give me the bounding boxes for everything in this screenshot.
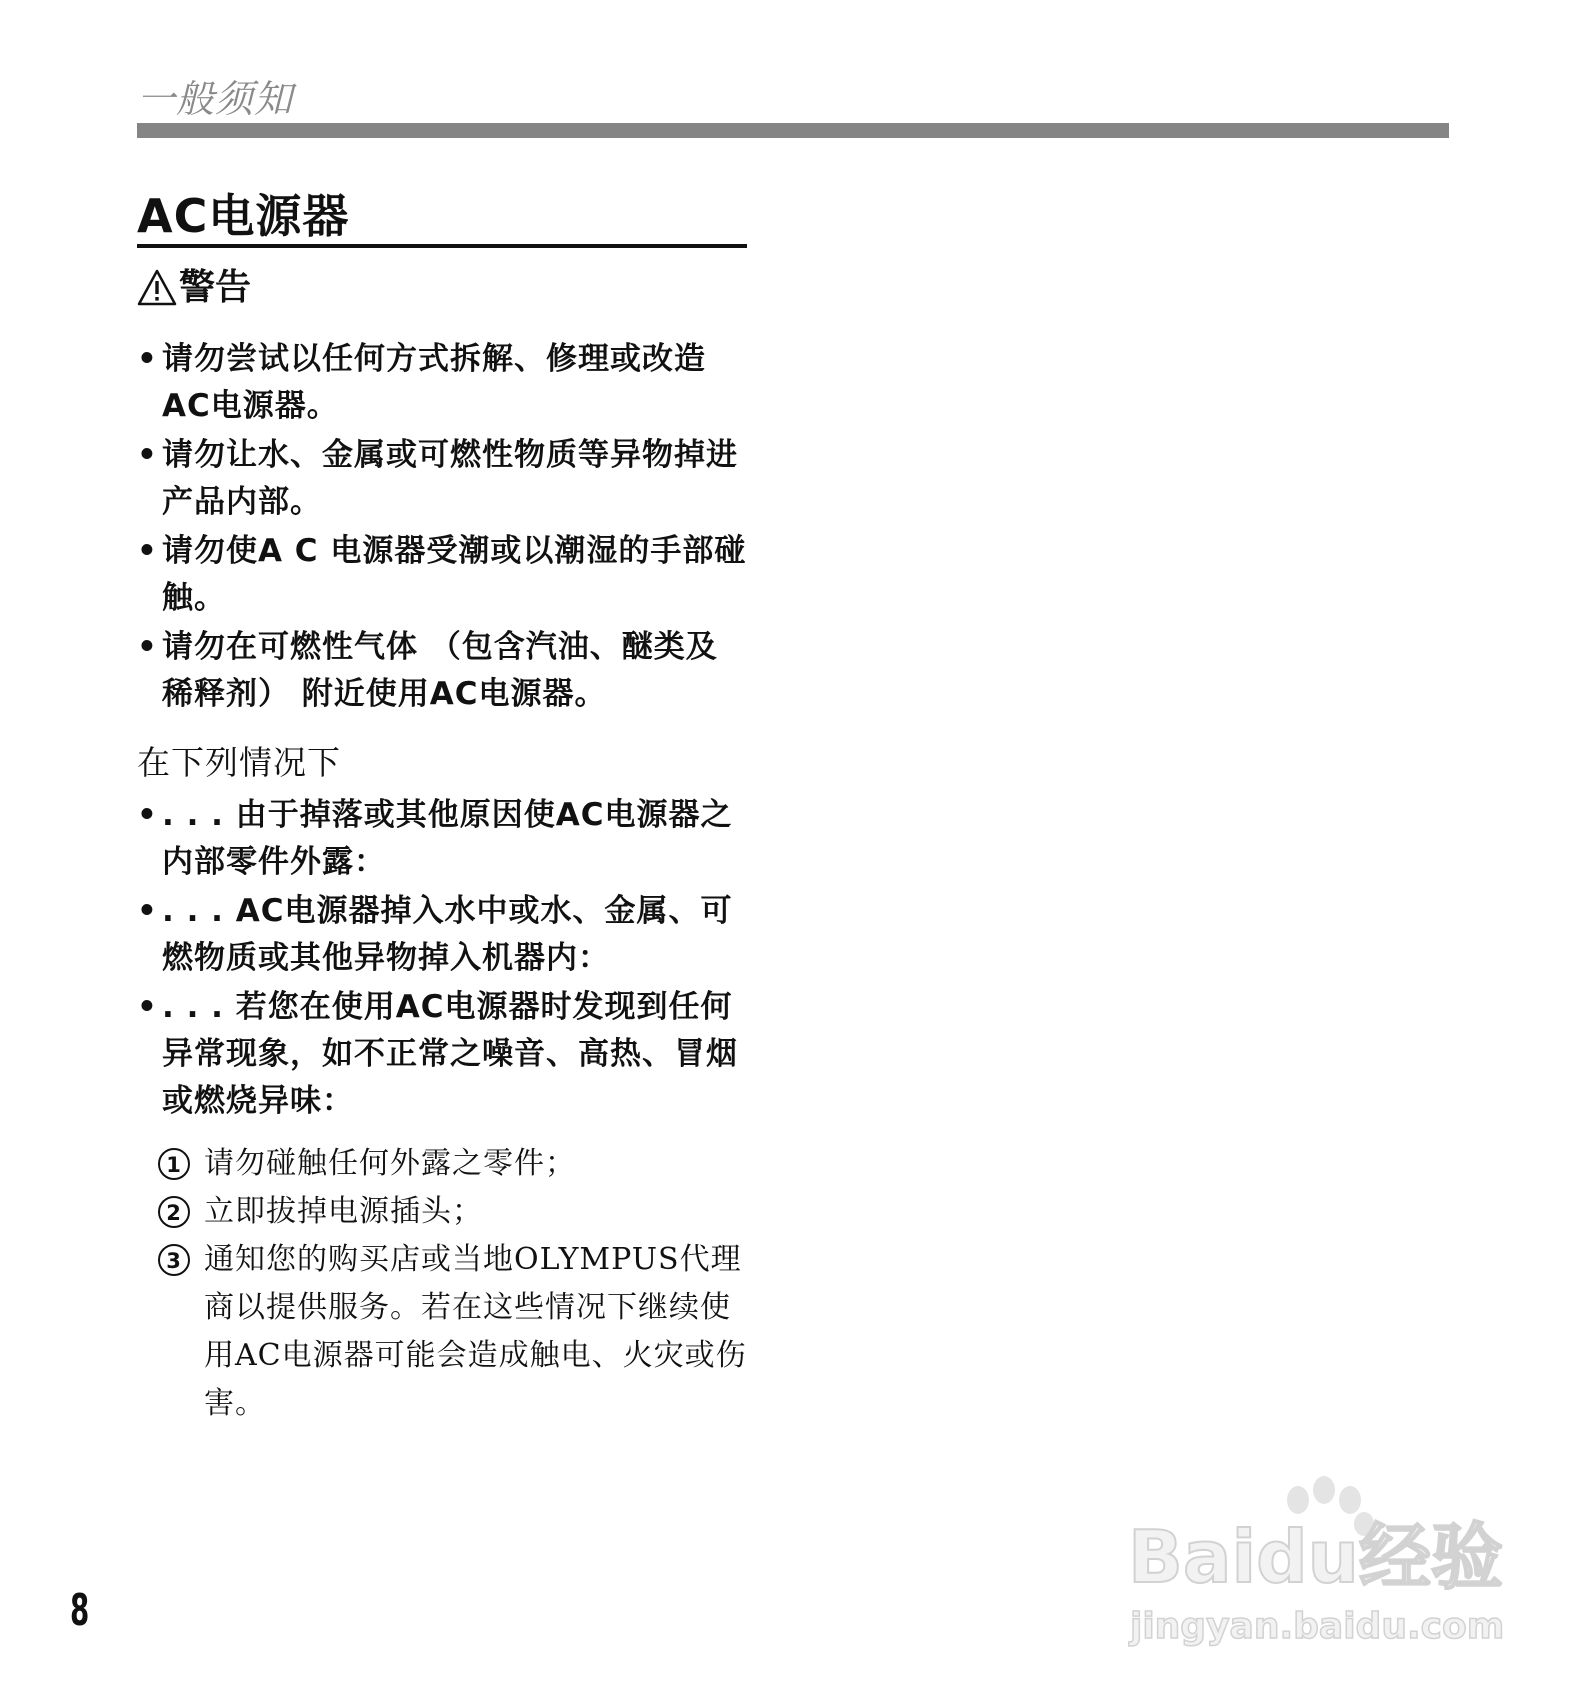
warning-item-text: 请勿尝试以任何方式拆解、修理或改造AC电源器。	[162, 341, 706, 424]
bullet-icon: •	[137, 437, 158, 473]
bullet-icon: •	[137, 797, 158, 833]
header-section-title: 一般须知	[137, 77, 294, 121]
bullet-icon: •	[137, 533, 158, 569]
bullet-icon: •	[137, 629, 158, 665]
list-item	[137, 984, 747, 1125]
step-item	[158, 1236, 750, 1428]
bullet-icon: •	[137, 989, 158, 1025]
cases-list	[137, 792, 747, 1127]
warning-heading	[137, 265, 251, 311]
step-number-icon: 1	[158, 1148, 190, 1180]
warning-triangle-icon	[137, 268, 177, 308]
step-text: 立即拔掉电源插头；	[204, 1194, 483, 1229]
warning-item-text: 请勿在可燃性气体 （包含汽油、醚类及稀释剂） 附近使用AC电源器。	[162, 629, 718, 712]
step-text: 请勿碰触任何外露之零件；	[204, 1146, 576, 1181]
section-title: AC电源器	[137, 188, 747, 248]
baidu-watermark-logo	[1120, 1460, 1520, 1650]
list-item	[137, 624, 747, 718]
case-item-text: . . . 若您在使用AC电源器时发现到任何异常现象，如不正常之噪音、高热、冒烟或燃烧异味：	[162, 989, 738, 1119]
list-item	[137, 792, 747, 886]
list-item	[137, 336, 747, 430]
step-text: 通知您的购买店或当地OLYMPUS代理商以提供服务。若在这些情况下继续使用AC电源器可能会造成触电、火灾或伤害。	[204, 1242, 747, 1421]
bullet-icon: •	[137, 893, 158, 929]
step-number-icon: 2	[158, 1196, 190, 1228]
case-item-text: . . . AC电源器掉入水中或水、金属、可燃物质或其他异物掉入机器内：	[162, 893, 733, 976]
cases-heading: 在下列情况下	[137, 743, 341, 782]
step-item	[158, 1140, 750, 1188]
header-divider-bar	[137, 123, 1449, 138]
warning-heading-label: 警告	[179, 267, 252, 308]
step-item	[158, 1188, 750, 1236]
warning-list	[137, 336, 747, 720]
warning-item-text: 请勿让水、金属或可燃性物质等异物掉进产品内部。	[162, 437, 738, 520]
list-item	[137, 528, 747, 622]
steps-list	[158, 1140, 750, 1428]
list-item	[137, 432, 747, 526]
watermark-brand-text: Baidu经验	[1128, 1515, 1503, 1599]
list-item	[137, 888, 747, 982]
page-number: 8	[70, 1585, 90, 1636]
step-number-icon: 3	[158, 1244, 190, 1276]
watermark-url-text: jingyan.baidu.com	[1130, 1606, 1505, 1647]
warning-item-text: 请勿使A C 电源器受潮或以潮湿的手部碰触。	[162, 533, 747, 616]
case-item-text: . . . 由于掉落或其他原因使AC电源器之内部零件外露：	[162, 797, 733, 880]
bullet-icon: •	[137, 341, 158, 377]
